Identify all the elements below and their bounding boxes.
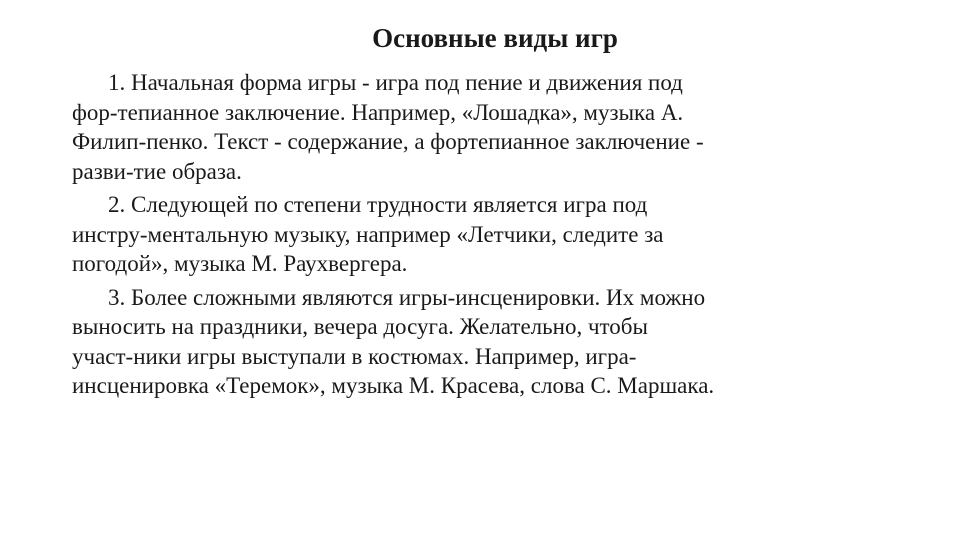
paragraph-line: выносить на праздники, вечера досуга. Желательно, чтобы <box>72 314 648 339</box>
paragraph-line: участ-ники игры выступали в костюмах. Например, игра- <box>72 343 637 369</box>
paragraph-line: 2. Следующей по степени трудности является игра под <box>108 192 648 217</box>
paragraph-1 <box>72 68 862 186</box>
paragraph-line: погодой», музыка М. Раухвергера. <box>72 251 408 276</box>
paragraph-line: инсценировка «Теремок», музыка М. Красева, слова С. Маршака. <box>72 373 715 398</box>
paragraph-line: 1. Начальная форма игры - игра под пение и движения под <box>108 70 683 95</box>
slide-title: Основные виды игр <box>372 23 618 53</box>
paragraph-line: Филип-пенко. Текст - содержание, а фортепианное заключение - <box>72 129 704 154</box>
paragraph-3 <box>72 283 862 401</box>
paragraph-line: инстру-ментальную музыку, например «Летчики, следите за <box>72 221 664 247</box>
paragraph-line: фор-тепианное заключение. Например, «Лошадка», музыка А. <box>72 99 684 125</box>
paragraph-line: разви-тие образа. <box>72 158 242 184</box>
slide-body <box>72 68 862 405</box>
paragraph-line: 3. Более сложными являются игры-инсценировки. Их можно <box>108 284 706 310</box>
paragraph-2 <box>72 190 862 279</box>
